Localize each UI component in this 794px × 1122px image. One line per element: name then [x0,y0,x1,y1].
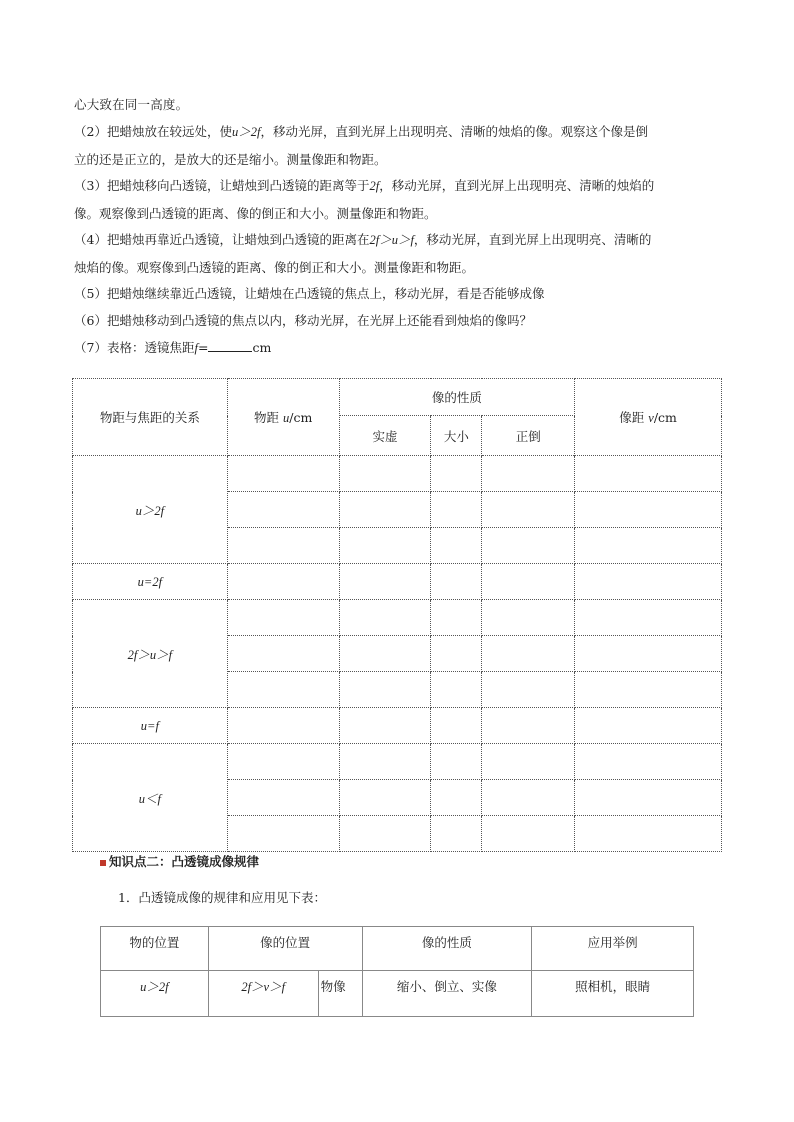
cell[interactable] [431,528,482,564]
cell[interactable] [339,600,431,636]
cell[interactable] [431,564,482,600]
cell[interactable] [431,708,482,744]
cell[interactable] [227,672,339,708]
cell[interactable] [339,816,431,852]
group-label: u=2f [73,564,228,600]
header-size: 大小 [431,416,482,456]
cell[interactable] [339,708,431,744]
cell[interactable] [431,744,482,780]
cell[interactable] [227,492,339,528]
header-object-position: 物的位置 [101,927,209,971]
cell[interactable] [575,708,722,744]
cell[interactable] [227,564,339,600]
cell[interactable] [482,744,575,780]
cell[interactable] [339,564,431,600]
cell[interactable] [339,672,431,708]
cell[interactable] [339,744,431,780]
lens-rules-table [100,926,694,1017]
cell[interactable] [482,492,575,528]
square-bullet-icon [100,860,106,866]
group-label: 2f＞u＞f [73,600,228,708]
header-nature: 像的性质 [339,379,575,416]
cell[interactable] [482,528,575,564]
cell[interactable] [227,600,339,636]
cell[interactable] [482,672,575,708]
step-4: （4）把蜡烛再靠近凸透镜，让蜡烛到凸透镜的距离在2f＞u＞f，移动光屏，直到光屏上出现明亮、清晰的 烛焰的像。观察像到凸透镜的距离、像的倒正和大小。测量像距和物距。 [74,232,652,275]
experiment-table [72,378,722,852]
cell[interactable] [575,456,722,492]
cell[interactable] [431,636,482,672]
cell[interactable] [482,780,575,816]
cell[interactable] [575,816,722,852]
cell[interactable] [431,456,482,492]
header-image-position: 像的位置 [208,927,362,971]
section-intro: 1．凸透镜成像的规律和应用见下表： [118,890,326,905]
cell[interactable] [339,456,431,492]
section-heading: 知识点二：凸透镜成像规律 [100,852,259,870]
cell[interactable] [431,816,482,852]
row-application: 照相机，眼睛 [532,971,694,1017]
cell[interactable] [431,780,482,816]
cell[interactable] [482,564,575,600]
cell[interactable] [575,744,722,780]
cell[interactable] [431,492,482,528]
cell[interactable] [575,528,722,564]
step-6: （6）把蜡烛移动到凸透镜的焦点以内，移动光屏，在光屏上还能看到烛焰的像吗？ [74,313,532,328]
cell[interactable] [227,636,339,672]
step-2: （2）把蜡烛放在较远处，使u＞2f，移动光屏，直到光屏上出现明亮、清晰的烛焰的像。观察这个像是倒 立的还是正立的，是放大的还是缩小。测量像距和物距。 [74,124,648,167]
row-image-position: 2f＞v＞f [208,971,318,1017]
row-object-position: u＞2f [101,971,209,1017]
cell[interactable] [575,636,722,672]
group-label: u＞2f [73,456,228,564]
cell[interactable] [575,780,722,816]
step-5: （5）把蜡烛继续靠近凸透镜，让蜡烛在凸透镜的焦点上，移动光屏，看是否能够成像 [74,286,545,301]
cell[interactable] [227,816,339,852]
cell[interactable] [339,636,431,672]
step-7: （7）表格：透镜焦距f= cm [74,340,272,355]
cell[interactable] [482,456,575,492]
cell[interactable] [575,492,722,528]
cell[interactable] [482,708,575,744]
row-image-nature: 缩小、倒立、实像 [362,971,532,1017]
group-label: u=f [73,708,228,744]
header-orient: 正倒 [482,416,575,456]
cell[interactable] [431,672,482,708]
cell[interactable] [227,744,339,780]
cell[interactable] [575,600,722,636]
header-real: 实虚 [339,416,431,456]
intro-line: 心大致在同一高度。 [74,97,189,112]
cell[interactable] [227,708,339,744]
header-image-nature: 像的性质 [362,927,532,971]
cell[interactable] [339,528,431,564]
cell[interactable] [227,528,339,564]
header-v: 像距 v/cm [575,379,722,456]
focal-length-blank[interactable] [208,341,252,352]
cell[interactable] [575,564,722,600]
header-application: 应用举例 [532,927,694,971]
step-3: （3）把蜡烛移向凸透镜，让蜡烛到凸透镜的距离等于2f，移动光屏，直到光屏上出现明亮、清晰的烛焰的 像。观察像到凸透镜的距离、像的倒正和大小。测量像距和物距。 [74,178,655,221]
cell[interactable] [339,492,431,528]
cell[interactable] [431,600,482,636]
header-relation: 物距与焦距的关系 [73,379,228,456]
cell[interactable] [339,780,431,816]
cell[interactable] [575,672,722,708]
group-label: u＜f [73,744,228,852]
row-side-label: 物像 [318,971,362,1017]
cell[interactable] [227,456,339,492]
cell[interactable] [482,816,575,852]
cell[interactable] [227,780,339,816]
cell[interactable] [482,636,575,672]
header-u: 物距 u/cm [227,379,339,456]
cell[interactable] [482,600,575,636]
